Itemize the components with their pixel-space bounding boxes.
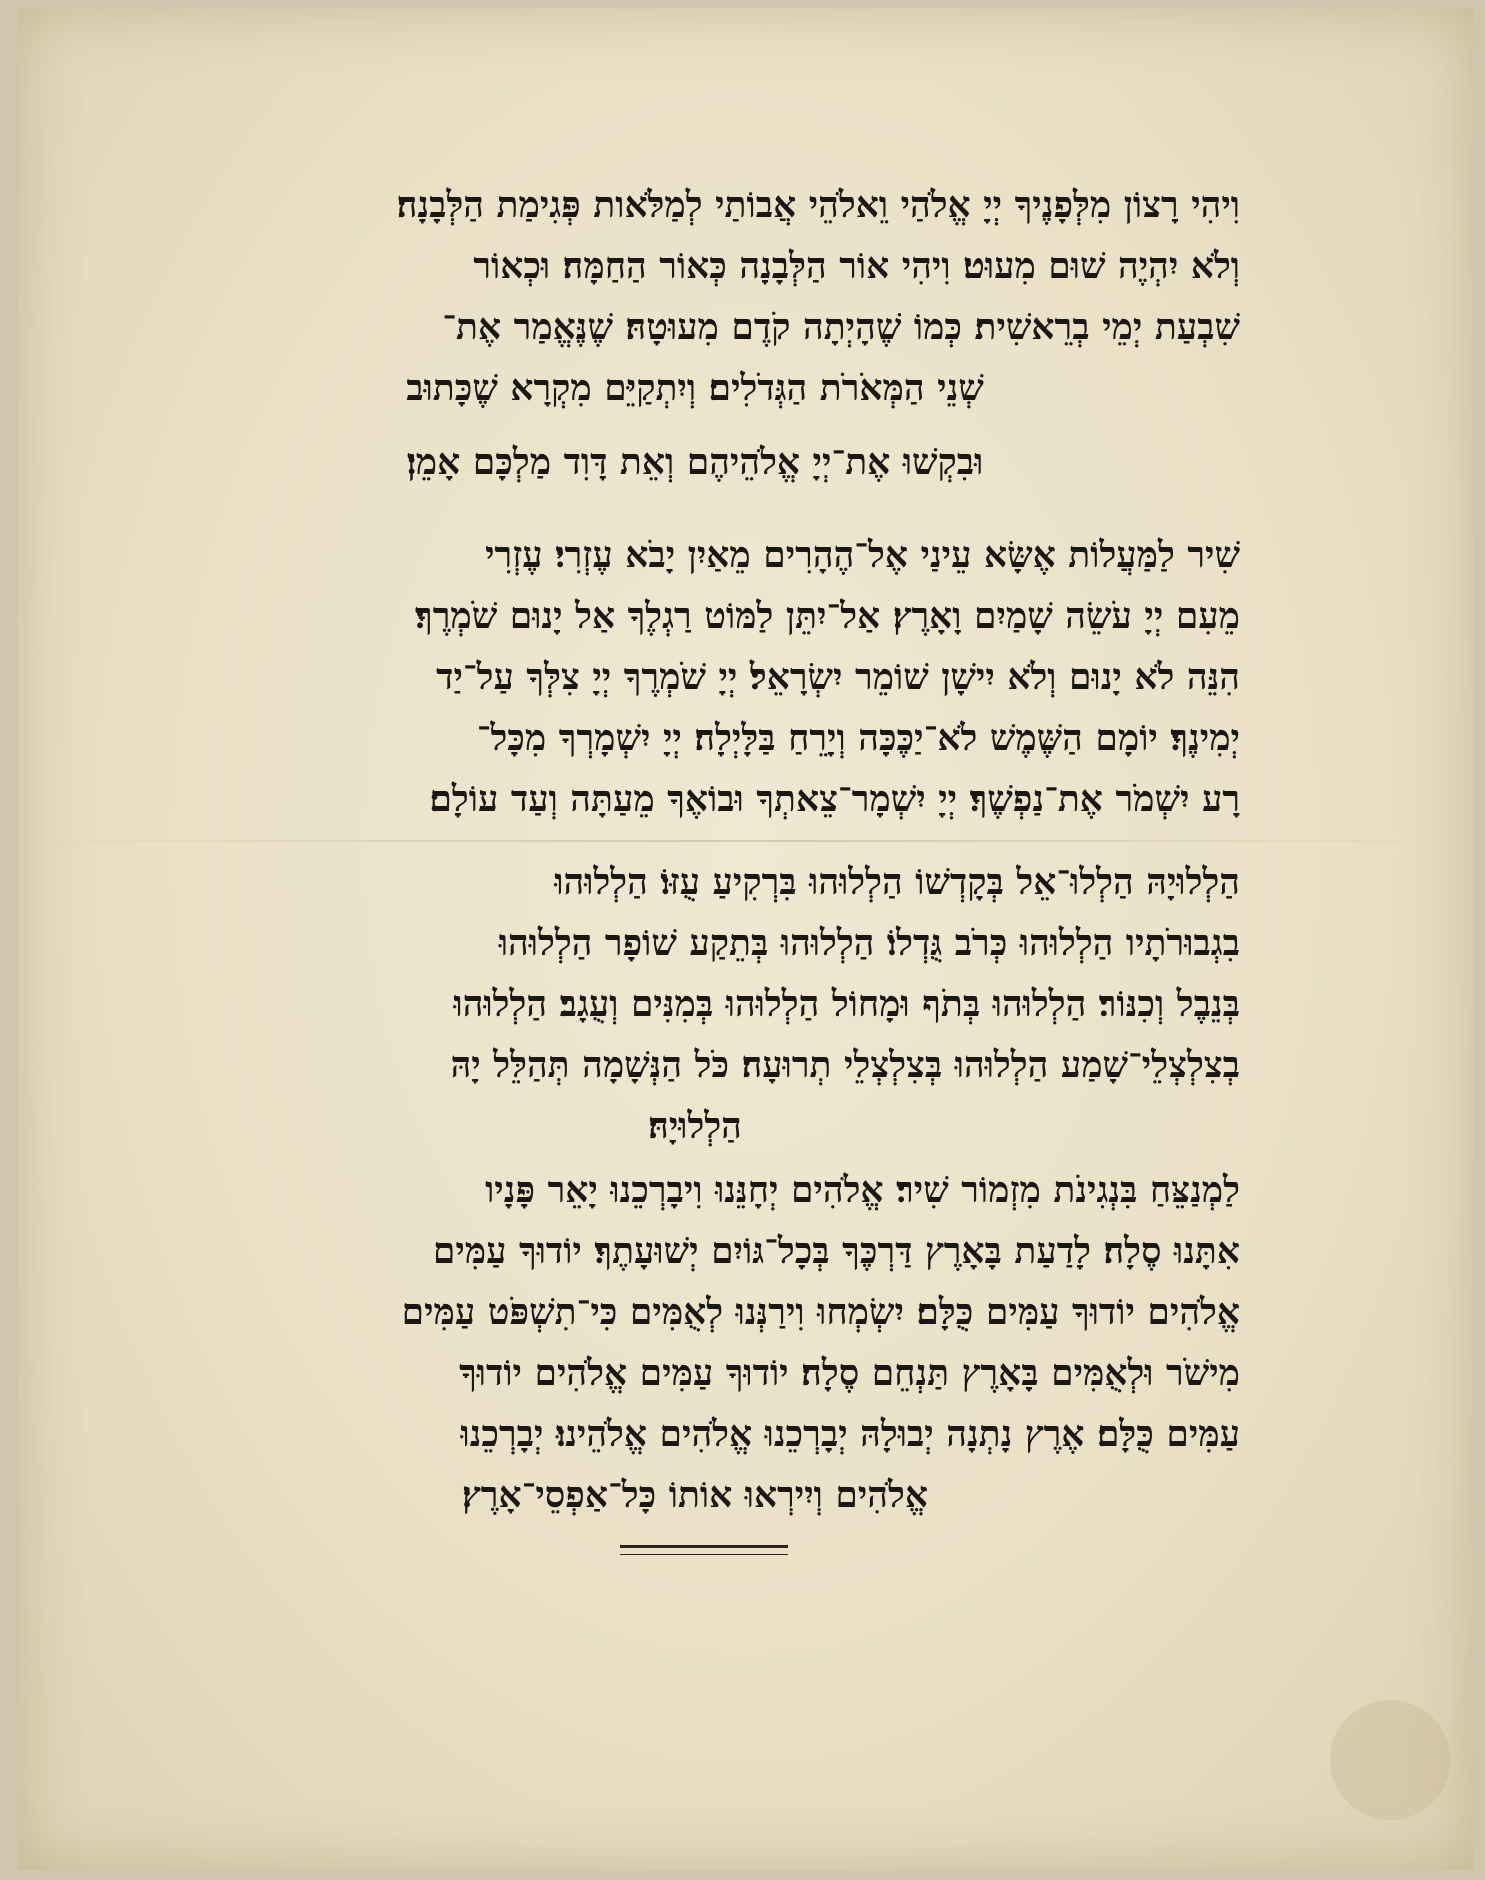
- text-line: מִישֹׁר וּלְאֻמִּים בָּאָרֶץ תַּנְחֵם סֶלָה׃ יוֹדוּךָ עַמִּים אֱלֹהִים יוֹדוּךָ: [459, 1352, 1240, 1394]
- text-line: וִיהִי רָצוֹן מִלְּפָנֶיךָ יְיָ אֱלֹהַי וֵאלֹהֵי אֲבוֹתַי לְמַלֹּאות פְּגִימַת הַלְּבָנָה׃: [396, 184, 1240, 226]
- text-line: אֱלֹהִים יוֹדוּךָ עַמִּים כֻּלָּם׃ יִשְׂמְחוּ וִירַנְּנוּ לְאֻמִּים כִּי־תִשְׁפֹּט עַמִּים: [401, 1291, 1240, 1333]
- text-line: בְצִלְצְלֵי־שָׁמַע הַלְלוּהוּ בְּצִלְצְלֵי תְרוּעָה׃ כֹּל הַנְּשָׁמָה תְּהַלֵּל יָהּ: [450, 1044, 1240, 1086]
- text-line: שִׁיר לַמַּעֲלוֹת אֶשָּׂא עֵינַי אֶל־הֶהָרִים מֵאַיִן יָבֹא עֶזְרִי׃ עֶזְרִי: [485, 534, 1240, 576]
- text-line: רָע יִשְׁמֹר אֶת־נַפְשֶׁךָ׃ יְיָ יִשְׁמָר־צֵאתְךָ וּבוֹאֶךָ מֵעַתָּה וְעַד עוֹלָם׃: [429, 778, 1240, 820]
- text-line: אִתָּנוּ סֶלָה׃ לָדַעַת בָּאָרֶץ דַּרְכֶּךָ בְּכָל־גּוֹיִם יְשׁוּעָתֶךָ׃ יוֹדוּךָ עַמִּים: [432, 1230, 1240, 1272]
- text-line: הַלְלוּיָהּ׃: [648, 1105, 742, 1147]
- text-line: בִגְבוּרֹתָיו הַלְלוּהוּ כְּרֹב גֻּדְלוֹ׃ הַלְלוּהוּ בְּתֵקַע שׁוֹפָר הַלְלוּהוּ: [498, 922, 1240, 964]
- paragraph-psalm-121: [150, 525, 1240, 830]
- text-line: וּבִקְשׁוּ אֶת־יְיָ אֱלֹהֵיהֶם וְאֵת דָּוִד מַלְכָּם אָמֵן׃: [406, 441, 984, 483]
- divider-rule: [620, 1545, 788, 1555]
- paragraph-psalm-150: [150, 852, 1240, 1157]
- text-line: שִׁבְעַת יְמֵי בְרֵאשִׁית׃ כְּמוֹ שֶׁהָיְתָה קֹדֶם מִעוּטָהּ׃ שֶׁנֶּאֱמַר אֶת־: [442, 306, 1240, 348]
- text-line: שְׁנֵי הַמְּאֹרֹת הַגְּדֹלִים׃ וְיִתְקַיֵּם מִקְרָא שֶׁכָּתוּב: [406, 367, 984, 409]
- paragraph-psalm-67: [150, 1160, 1240, 1526]
- paragraph-prayer: [150, 175, 1240, 419]
- text-line: הַלְלוּיָהּ הַלְלוּ־אֵל בְּקָדְשׁוֹ הַלְלוּהוּ בִּרְקִיעַ עֻזּוֹ׃ הַלְלוּהוּ: [554, 861, 1240, 903]
- text-line: הִנֵּה לֹא יָנוּם וְלֹא יִישָׁן שׁוֹמֵר יִשְׂרָאֵל׃ יְיָ שֹׁמְרֶךָ יְיָ צִלְּךָ עַל־יַד: [436, 656, 1240, 698]
- text-line: בְּנֵבֶל וְכִנּוֹר׃ הַלְלוּהוּ בְּתֹף וּמָחוֹל הַלְלוּהוּ בְּמִנִּים וְעֻגָב׃ הַלְלוּהוּ: [453, 983, 1240, 1025]
- text-line: מֵעִם יְיָ עֹשֵׂה שָׁמַיִם וָאָרֶץ׃ אַל־יִתֵּן לַמּוֹט רַגְלֶךָ אַל יָנוּם שֹׁמְרֶךָ׃: [415, 595, 1240, 637]
- paragraph-verse: [150, 432, 1240, 493]
- text-line: וְלֹא יִהְיֶה שׁוּם מִעוּט׃ וִיהִי אוֹר הַלְּבָנָה כְּאוֹר הַחַמָּה׃ וּכְאוֹר: [473, 245, 1240, 287]
- paper-fold: [18, 840, 1473, 842]
- text-line: אֱלֹהִים וְיִירְאוּ אוֹתוֹ כָּל־אַפְסֵי־אָרֶץ׃: [462, 1474, 928, 1516]
- text-line: עַמִּים כֻּלָּם׃ אֶרֶץ נָתְנָה יְבוּלָהּ יְבָרְכֵנוּ אֱלֹהִים אֱלֹהֵינוּ׃ יְבָרְכֵנוּ: [460, 1413, 1240, 1455]
- paper-stain: [1330, 1700, 1450, 1820]
- text-line: יְמִינֶךָ׃ יוֹמָם הַשֶּׁמֶשׁ לֹא־יַכֶּכָּה וְיָרֵחַ בַּלָּיְלָה׃ יְיָ יִשְׁמָרְךָ מִכָּל־: [476, 717, 1240, 759]
- text-line: לַמְנַצֵּחַ בִּנְגִינֹת מִזְמוֹר שִׁיר׃ אֱלֹהִים יְחָנֵּנוּ וִיבָרְכֵנוּ יָאֵר פָּנָיו: [485, 1169, 1240, 1211]
